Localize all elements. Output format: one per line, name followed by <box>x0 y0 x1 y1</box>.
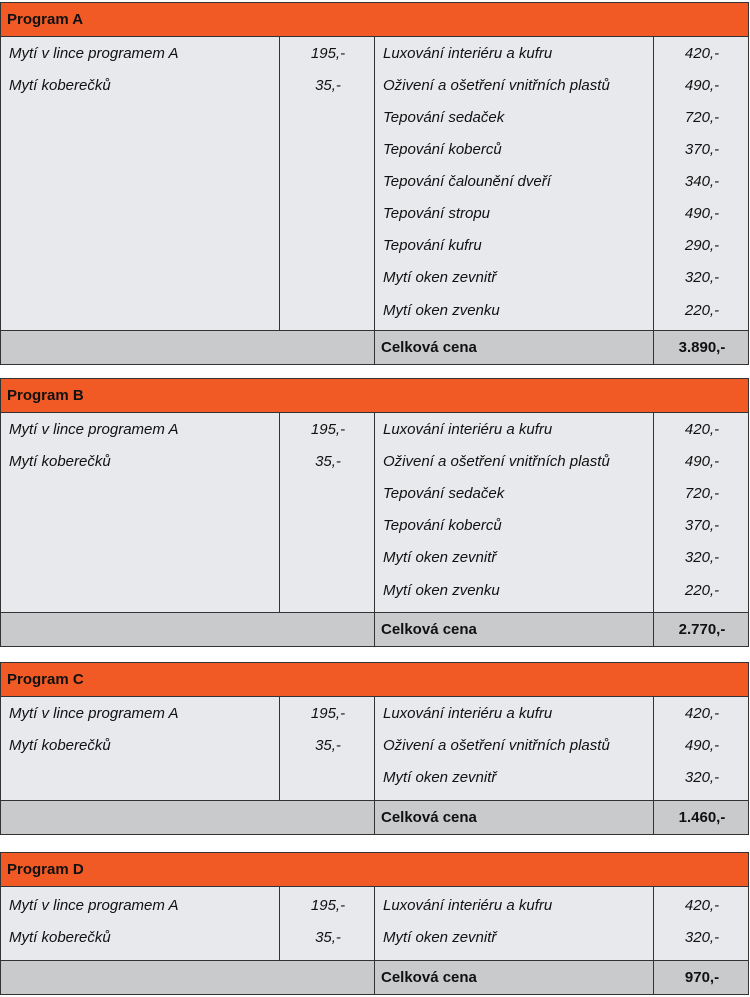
service-price: 35,- <box>315 77 341 94</box>
service-name: Luxování interiéru a kufru <box>383 705 553 722</box>
total-row <box>0 613 749 647</box>
service-price: 370,- <box>684 141 720 158</box>
service-name: Tepování koberců <box>383 517 502 534</box>
service-name: Mytí v lince programem A <box>9 897 179 914</box>
service-price: 490,- <box>684 453 720 470</box>
total-price: 2.770,- <box>678 621 726 638</box>
service-price: 320,- <box>684 269 720 286</box>
program-items <box>0 887 749 961</box>
service-price: 35,- <box>315 929 341 946</box>
service-price: 320,- <box>684 549 720 566</box>
service-price: 340,- <box>684 173 720 190</box>
service-price: 490,- <box>684 205 720 222</box>
service-price: 195,- <box>310 705 346 722</box>
service-price: 220,- <box>684 302 720 319</box>
program-title: Program D <box>0 852 749 887</box>
program-items <box>0 37 749 331</box>
service-price: 420,- <box>684 421 720 438</box>
program-c-table <box>0 662 749 835</box>
service-name: Tepování sedaček <box>383 485 505 502</box>
service-price: 420,- <box>684 45 720 62</box>
total-label: Celková cena <box>381 339 477 356</box>
program-b-table <box>0 378 749 647</box>
service-price: 195,- <box>310 421 346 438</box>
service-name: Mytí oken zevnitř <box>383 929 497 946</box>
total-label: Celková cena <box>381 809 477 826</box>
service-name: Luxování interiéru a kufru <box>383 421 553 438</box>
service-name: Tepování čalounění dveří <box>383 173 551 190</box>
program-title: Program A <box>0 2 749 37</box>
service-name: Luxování interiéru a kufru <box>383 897 553 914</box>
program-a-table <box>0 2 749 365</box>
service-price: 420,- <box>684 897 720 914</box>
service-name: Oživení a ošetření vnitřních plastů <box>383 453 610 470</box>
service-name: Mytí oken zevnitř <box>383 549 497 566</box>
service-name: Oživení a ošetření vnitřních plastů <box>383 737 610 754</box>
service-name: Tepování stropu <box>383 205 491 222</box>
service-price: 420,- <box>684 705 720 722</box>
service-name: Mytí koberečků <box>9 453 111 470</box>
service-price: 320,- <box>684 929 720 946</box>
service-price: 290,- <box>684 237 720 254</box>
service-name: Mytí koberečků <box>9 77 111 94</box>
service-price: 320,- <box>684 769 720 786</box>
service-price: 490,- <box>684 77 720 94</box>
total-row <box>0 961 749 995</box>
program-items <box>0 697 749 801</box>
total-row <box>0 801 749 835</box>
service-name: Mytí v lince programem A <box>9 45 179 62</box>
program-title: Program B <box>0 378 749 413</box>
service-price: 35,- <box>315 737 341 754</box>
total-price: 3.890,- <box>678 339 726 356</box>
service-price: 370,- <box>684 517 720 534</box>
service-price: 220,- <box>684 582 720 599</box>
service-name: Mytí oken zvenku <box>383 302 500 319</box>
service-name: Tepování sedaček <box>383 109 505 126</box>
program-items <box>0 413 749 613</box>
total-price: 1.460,- <box>678 809 726 826</box>
service-name: Luxování interiéru a kufru <box>383 45 553 62</box>
service-name: Mytí v lince programem A <box>9 705 179 722</box>
service-price: 490,- <box>684 737 720 754</box>
service-price: 720,- <box>684 485 720 502</box>
service-price: 195,- <box>310 897 346 914</box>
total-row <box>0 331 749 365</box>
service-name: Tepování koberců <box>383 141 502 158</box>
total-price: 970,- <box>684 969 720 986</box>
program-title: Program C <box>0 662 749 697</box>
total-label: Celková cena <box>381 969 477 986</box>
service-name: Mytí oken zvenku <box>383 582 500 599</box>
service-name: Mytí oken zevnitř <box>383 269 497 286</box>
service-name: Mytí v lince programem A <box>9 421 179 438</box>
service-name: Mytí koberečků <box>9 929 111 946</box>
service-name: Mytí oken zevnitř <box>383 769 497 786</box>
program-d-table <box>0 852 749 995</box>
service-name: Mytí koberečků <box>9 737 111 754</box>
service-price: 35,- <box>315 453 341 470</box>
total-label: Celková cena <box>381 621 477 638</box>
service-name: Oživení a ošetření vnitřních plastů <box>383 77 610 94</box>
service-price: 720,- <box>684 109 720 126</box>
service-name: Tepování kufru <box>383 237 482 254</box>
service-price: 195,- <box>310 45 346 62</box>
